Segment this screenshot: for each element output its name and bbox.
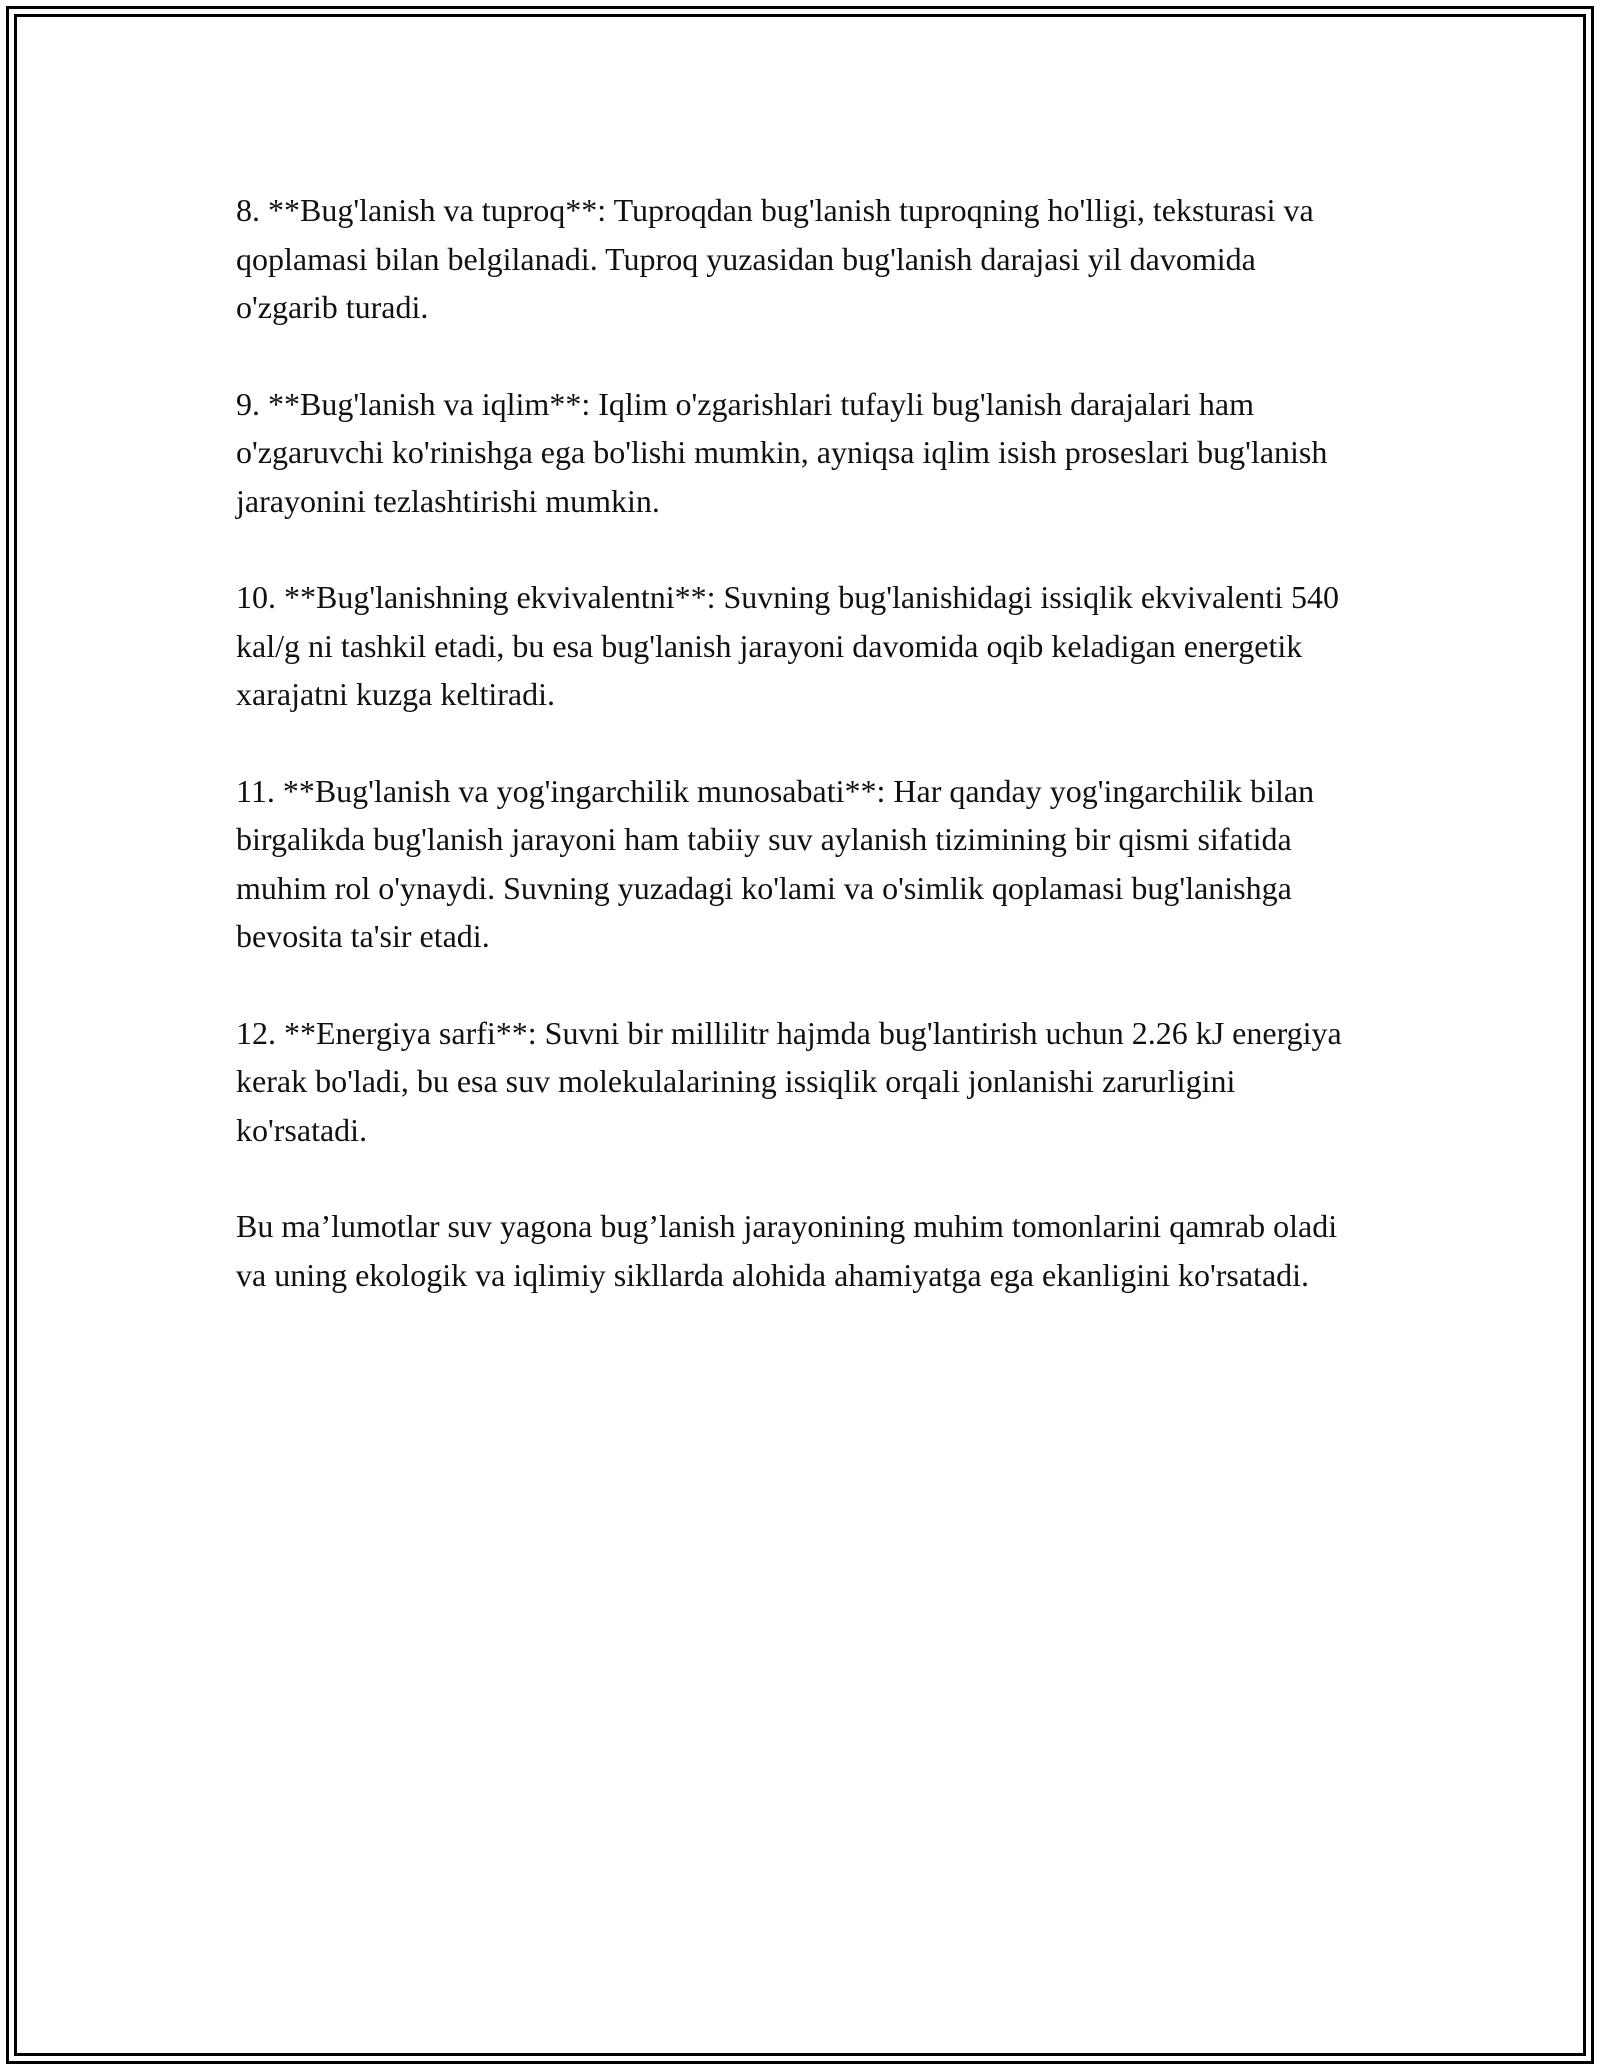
document-body	[236, 186, 1356, 1347]
paragraph-item-9: 9. **Bug'lanish va iqlim**: Iqlim o'zgarishlari tufayli bug'lanish darajalari ham o'zgaruvchi ko'rinishga ega bo'lishi mumkin, ayniqsa iqlim isish proseslari bug'lanish jarayonini tezlashtirishi mumkin.	[236, 385, 1328, 519]
paragraph-item-8: 8. **Bug'lanish va tuproq**: Tuproqdan bug'lanish tuproqning ho'lligi, teksturasi va qoplamasi bilan belgilanadi. Tuproq yuzasidan bug'lanish darajasi yil davomida o'zgarib turadi.	[236, 192, 1314, 325]
paragraph-item-12: 12. **Energiya sarfi**: Suvni bir millilitr hajmda bug'lantirish uchun 2.26 kJ energiya kerak bo'ladi, bu esa suv molekulalarining issiqlik orqali jonlanishi zarurligini ko'rsatadi.	[236, 1014, 1342, 1148]
paragraph-item-11: 11. **Bug'lanish va yog'ingarchilik munosabati**: Har qanday yog'ingarchilik bilan birgalikda bug'lanish jarayoni ham tabiiy suv aylanish tizimining bir qismi sifatida muhim rol o'ynaydi. Suvning yuzadagi ko'lami va o'simlik qoplamasi bug'lanishga bevosita ta'sir etadi.	[236, 772, 1315, 954]
paragraph-conclusion: Bu ma’lumotlar suv yagona bug’lanish jarayonining muhim tomonlarini qamrab oladi va uning ekologik va iqlimiy sikllarda alohida ahamiyatga ega ekanligini ko'rsatadi.	[236, 1208, 1338, 1293]
paragraph-item-10: 10. **Bug'lanishning ekvivalentni**: Suvning bug'lanishidagi issiqlik ekvivalenti 540 kal/g ni tashkil etadi, bu esa bug'lanish jarayoni davomida oqib keladigan energetik xarajatni kuzga keltiradi.	[236, 579, 1340, 712]
